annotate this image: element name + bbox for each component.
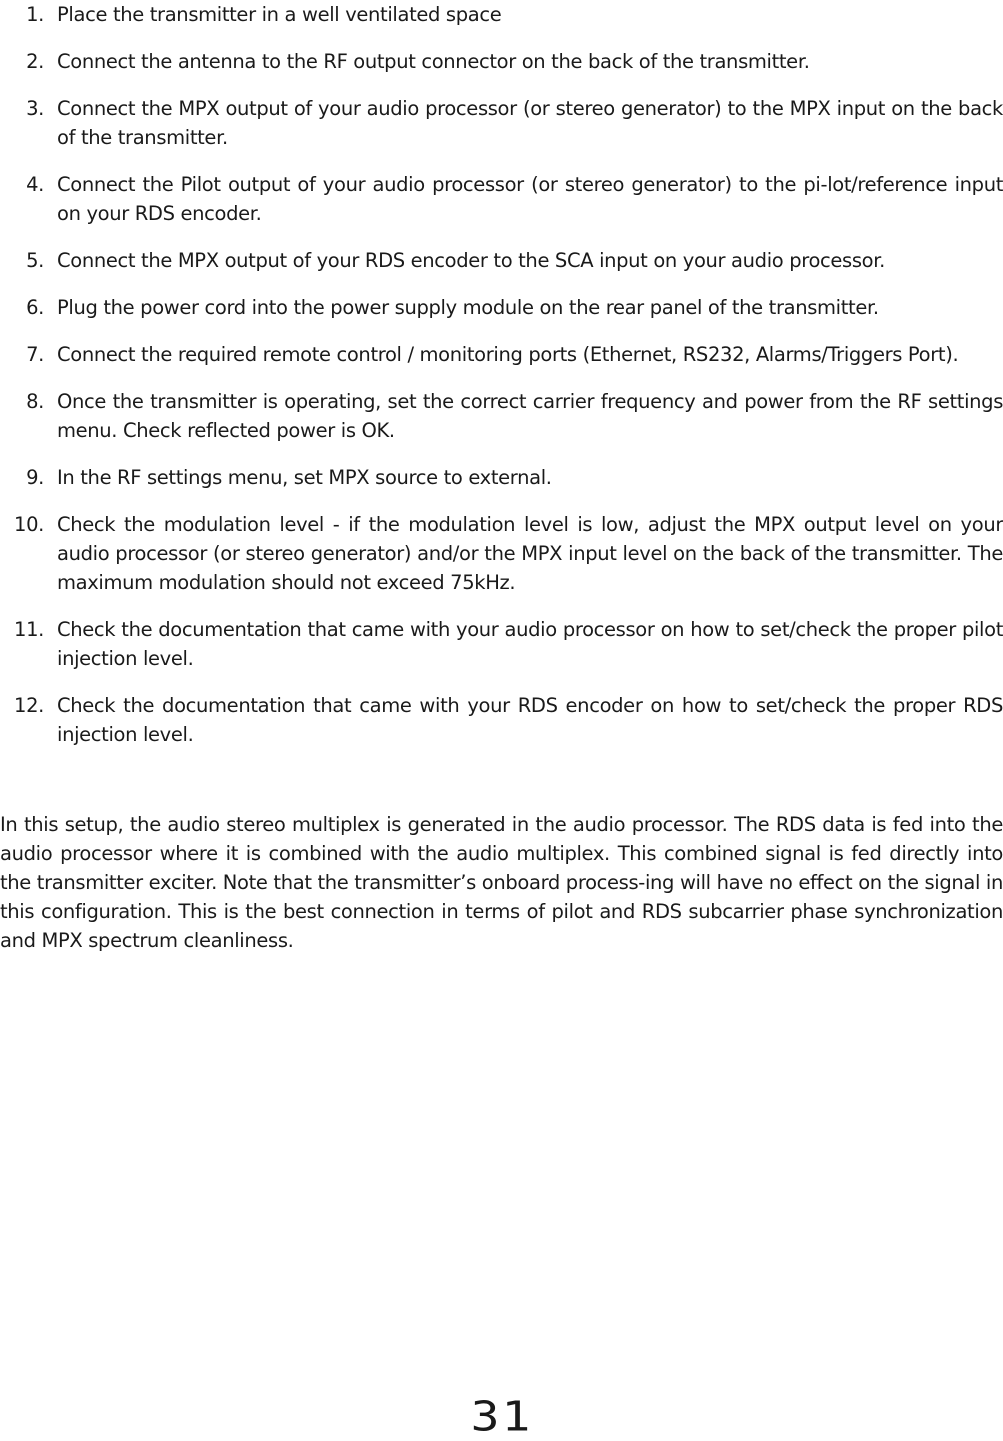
step-text: Connect the Pilot output of your audio processor (or stereo generator) to the pi-lot/reference input on your RDS encoder. [57, 173, 1003, 225]
step-number: 5. [26, 249, 44, 272]
step-text: Check the modulation level - if the modulation level is low, adjust the MPX output level on your audio processor (or stereo generator) and/or the MPX input level on the back of the transmitter. The maximum modulation should not exceed 75kHz. [57, 513, 1003, 594]
list-item [0, 463, 1003, 492]
step-number: 4. [26, 173, 44, 196]
list-item [0, 0, 1003, 29]
step-number: 10. [14, 513, 44, 536]
list-item [0, 340, 1003, 369]
step-text: Connect the MPX output of your audio processor (or stereo generator) to the MPX input on the back of the transmitter. [57, 97, 1003, 149]
step-number: 9. [26, 466, 44, 489]
list-item [0, 293, 1003, 322]
step-text: Connect the required remote control / monitoring ports (Ethernet, RS232, Alarms/Triggers Port). [57, 343, 959, 366]
step-text: Connect the antenna to the RF output connector on the back of the transmitter. [57, 50, 810, 73]
page-number: 31 [470, 1393, 533, 1441]
list-item [0, 170, 1003, 228]
step-text: Once the transmitter is operating, set the correct carrier frequency and power from the RF settings menu. Check reflected power is OK. [57, 390, 1003, 442]
step-number: 1. [26, 3, 44, 26]
list-item [0, 94, 1003, 152]
list-item [0, 246, 1003, 275]
step-text: Check the documentation that came with your RDS encoder on how to set/check the proper RDS injection level. [57, 694, 1003, 746]
step-text: Connect the MPX output of your RDS encoder to the SCA input on your audio processor. [57, 249, 885, 272]
step-number: 11. [14, 618, 44, 641]
step-number: 8. [26, 390, 44, 413]
step-text: Place the transmitter in a well ventilated space [57, 3, 502, 26]
step-number: 6. [26, 296, 44, 319]
step-number: 2. [26, 50, 44, 73]
setup-description-paragraph: In this setup, the audio stereo multiplex is generated in the audio processor. The RDS data is fed into the audio processor where it is combined with the audio multiplex. This combined signal is fed directly into the transmitter exciter. Note that the transmitter’s onboard process-ing will have no effect on the signal in this configuration. This is the best connection in terms of pilot and RDS subcarrier phase synchronization and MPX spectrum cleanliness. [0, 813, 1003, 952]
list-item [0, 691, 1003, 749]
step-text: In the RF settings menu, set MPX source to external. [57, 466, 552, 489]
step-text: Check the documentation that came with your audio processor on how to set/check the proper pilot injection level. [57, 618, 1003, 670]
step-number: 7. [26, 343, 44, 366]
step-number: 3. [26, 97, 44, 120]
list-item [0, 47, 1003, 76]
list-item [0, 615, 1003, 673]
list-item [0, 387, 1003, 445]
list-item [0, 510, 1003, 597]
step-number: 12. [14, 694, 44, 717]
step-text: Plug the power cord into the power supply module on the rear panel of the transmitter. [57, 296, 879, 319]
